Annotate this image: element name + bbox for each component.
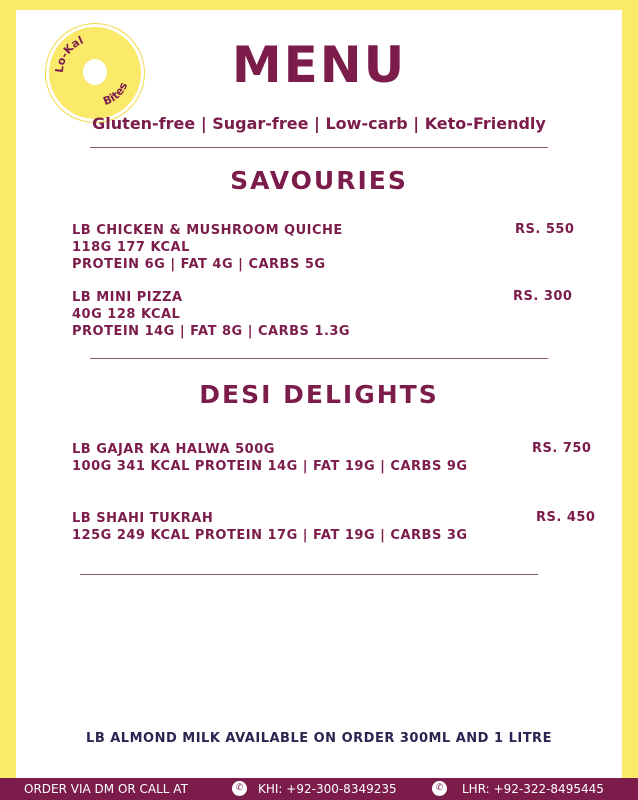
item-name: LB SHAHI TUKRAH [72,511,214,526]
divider [90,147,548,148]
menu-item [72,222,343,273]
menu-item [72,510,468,544]
divider [80,574,538,575]
khi-phone[interactable]: KHI: +92-300-8349235 [258,782,397,796]
item-macros: 100G 341 KCAL PROTEIN 14G | FAT 19G | CARBS 9G [72,459,468,474]
item-macros: 125G 249 KCAL PROTEIN 17G | FAT 19G | CARBS 3G [72,528,468,543]
phone-icon: ✆ [232,781,247,796]
item-price: RS. 550 [515,222,575,237]
footer-bar [0,778,638,800]
logo-line2: Bites [101,80,131,109]
item-price: RS. 300 [513,289,573,304]
item-price: RS. 750 [532,441,592,456]
section-title-desi-delights: DESI DELIGHTS [199,380,439,409]
almond-milk-note: LB ALMOND MILK AVAILABLE ON ORDER 300ML AND 1 LITRE [86,731,552,746]
tagline: Gluten-free | Sugar-free | Low-carb | Keto-Friendly [92,114,546,133]
menu-item [72,441,468,475]
item-weight: 118G 177 KCAL [72,240,190,255]
logo-line1: Lo-Kal [52,33,86,74]
item-macros: PROTEIN 6G | FAT 4G | CARBS 5G [72,257,326,272]
section-title-savouries: SAVOURIES [230,166,408,195]
order-text: ORDER VIA DM OR CALL AT [24,782,188,796]
item-name: LB CHICKEN & MUSHROOM QUICHE [72,223,343,238]
menu-item [72,289,350,340]
item-weight: 40G 128 KCAL [72,307,181,322]
page-title: MENU [231,36,407,94]
item-macros: PROTEIN 14G | FAT 8G | CARBS 1.3G [72,324,351,339]
item-price: RS. 450 [536,510,596,525]
item-name: LB MINI PIZZA [72,290,183,305]
divider [90,358,548,359]
menu-page [16,10,622,780]
lhr-phone[interactable]: LHR: +92-322-8495445 [462,782,604,796]
item-name: LB GAJAR KA HALWA 500G [72,442,275,457]
phone-icon: ✆ [432,781,447,796]
